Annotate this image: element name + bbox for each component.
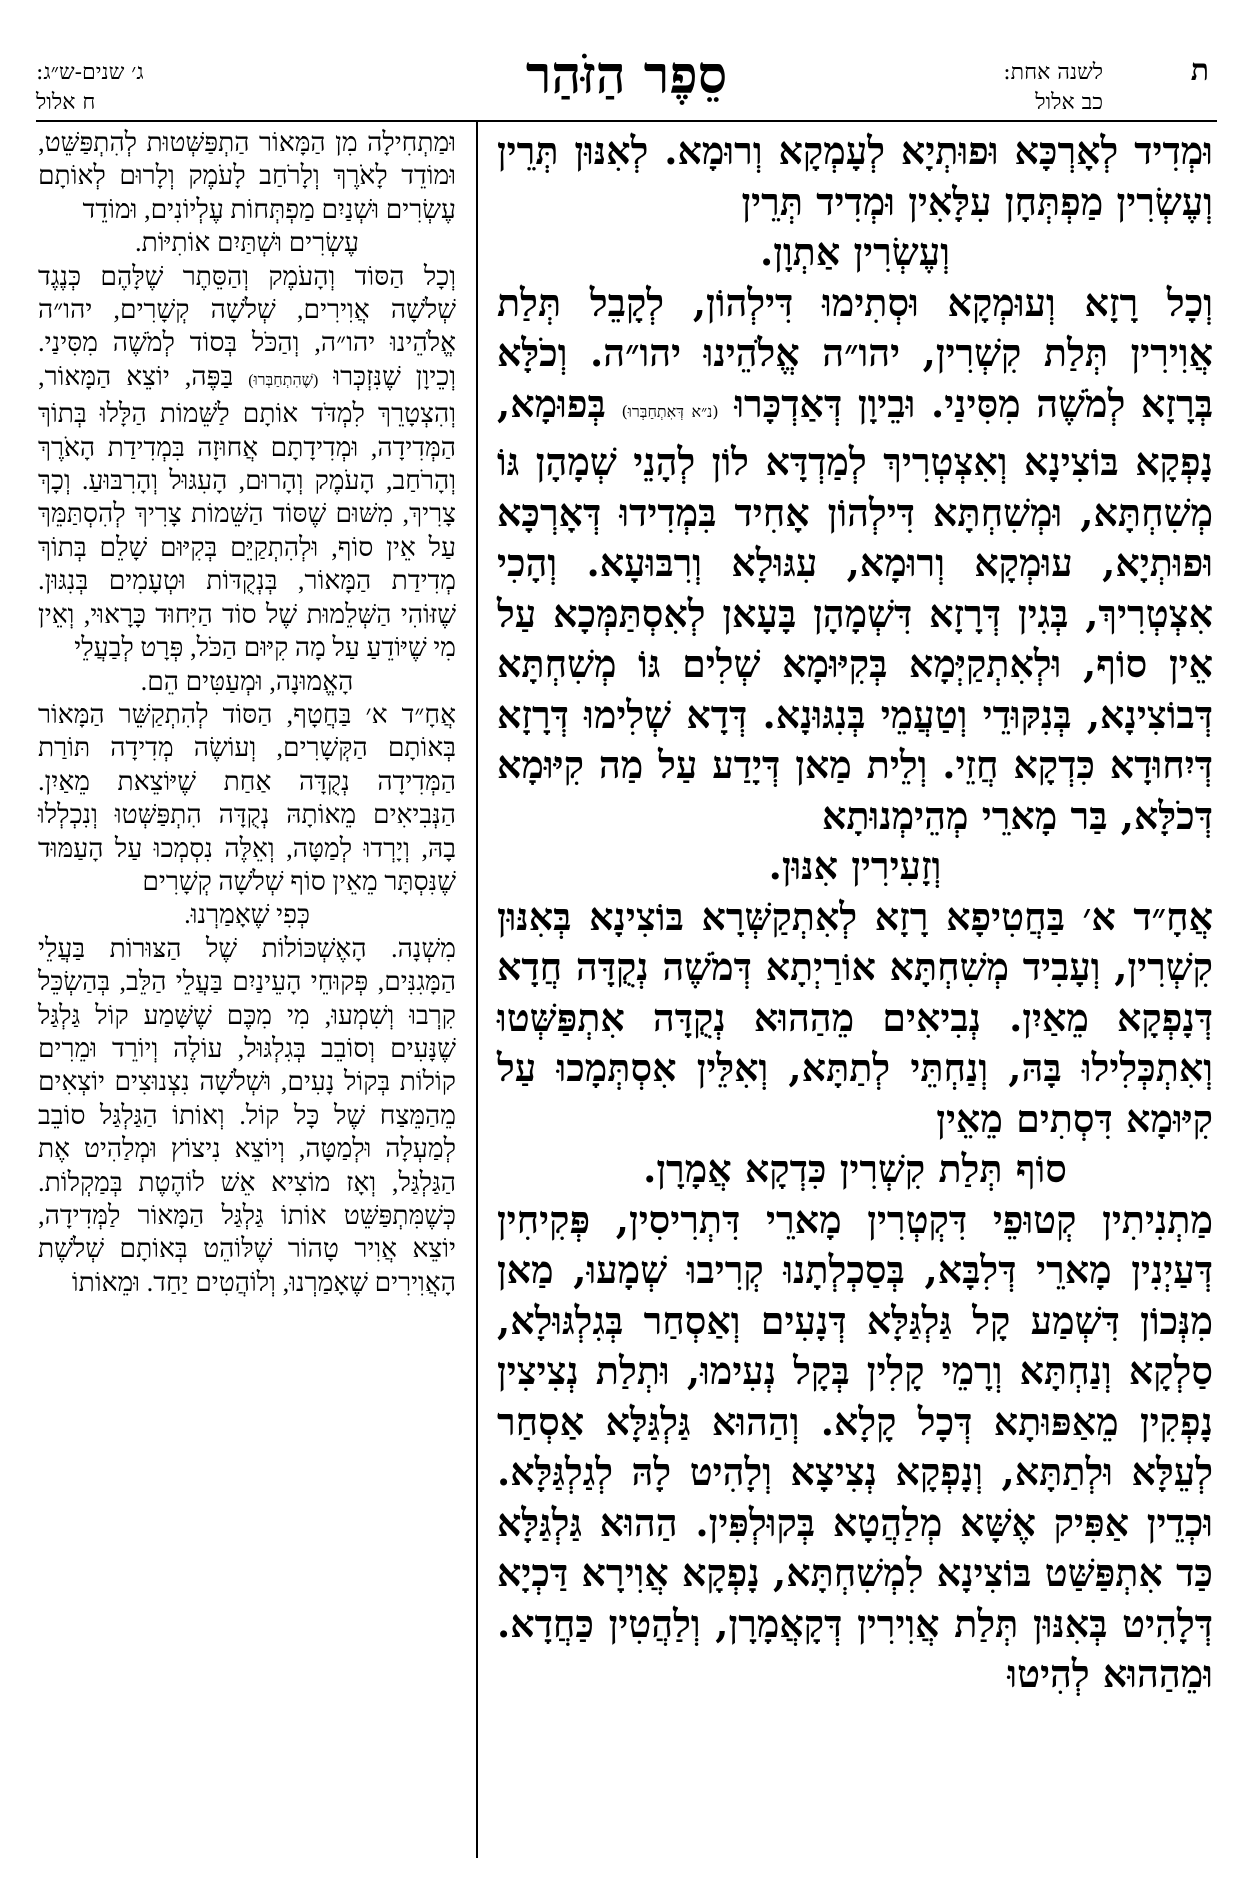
- schedule-label-left: ג׳ שנים-ש״ג:: [36, 60, 144, 85]
- zohar-paragraph: אֲחָ״ד א׳ בַּחֲטִיפָא רָזָא לְאִתְקַשְּׁרָא בּוֹצִינָא בְּאִנּוּן קִשְׁרִין, וְעָבִיד מְשִׁחְתָּא אוֹרַיְתָא דְּמֹשֶׁה נְקֻדָּה חֲדָא דְּנָפְקָא מֵאַיִן. נְבִיאִים מֵהַהוּא נְקֻדָּה אִתְפַּשְּׁטוּ וְאִתְכְּלִילוּ בָּהּ, וְנַחְתֵּי לְתַתָּא, וְאִלֵּין אִסְתְּמָכוּ עַל קִיּוּמָא דִּסְתִים מֵאֵין: [497, 893, 1213, 1141]
- page-header: [0, 0, 1253, 115]
- zohar-paragraph: וּמְדִיד לְאָרְכָּא וּפוּתְיָא לְעָמְקָא וְרוּמָא. לְאִנּוּן תְּרֵין וְעֶשְׂרִין מַפְתְּחָן עִלָּאִין וּמְדִיד תְּרֵין: [497, 128, 1213, 224]
- translation-paragraph-end: כְּפִי שֶׁאָמַרְנוּ.: [184, 899, 310, 930]
- page-letter: ת: [1190, 53, 1209, 88]
- column-divider: [476, 120, 478, 1858]
- translation-column: [38, 126, 456, 1299]
- book-title: סֵפֶר הַזֹּהַר: [525, 45, 728, 106]
- zohar-paragraph-end: סוֹף תְּלַת קִשְׁרִין כִּדְקָא אֲמָרָן.: [643, 1146, 1067, 1191]
- zohar-paragraph: מַתְנִיתִין קְטוּפֵי דִּקְטְרִין מָארֵי דִּתְרִיסִין, פְּקִיחִין דְּעַיְנִין מָארֵי דְּלִבָּא, בְּסַכְלְתָנוּ קְרִיבוּ שְׁמָעוּ, מַאן מִנְּכוֹן דִּשְׁמַע קָל גַּלְגַּלָּא דְּנָעִים וְאַסְחַר בְּגִלְגּוּלָא, סַלְקָא וְנַחְתָּא וְרָמֵי קָלִין בְּקָל נְעִימוּ, וּתְלַת נְצִיצִין נָפְקִין מֵאַפּוּתָא דְּכָל קָלָא. וְהַהוּא גַּלְגַּלָּא אַסְחַר לְעֵלָּא וּלְתַתָּא, וְנָפְקָא נְצִיצָא וְלָהִיט לָהּ לְגַלְגַּלָּא. וּכְדֵין אַפִּיק אֶשָּׁא מְלַהֲטָא בְּקוּלְפִּין. הַהוּא גַּלְגַּלָּא כַּד אִתְפַּשַּׁט בּוֹצִינָא לִמְשִׁחְתָּא, נָפְקָא אֲוִירָא דַּכְיָא דְּלָהִיט בְּאִנּוּן תְּלַת אֲוִירִין דְּקָאֲמָרָן, וְלַהֲטִין כַּחֲדָא. וּמֵהַהוּא לְהִיטוּ: [497, 1196, 1213, 1696]
- translation-paragraph: וּמַתְחִילָה מִן הַמָּאוֹר הַתְפַּשְּׁטוּת לְהִתְפַּשֵּׁט, וּמוֹדֵד לָאֹרֶךְ וְלָרֹחַב לָעֹמֶק וְלָרוּם לְאוֹתָם עֶשְׂרִים וּשְׁנַיִם מַפְתְּחוֹת עֶלְיוֹנִים, וּמוֹדֵד: [38, 127, 456, 224]
- header-divider: [36, 120, 1217, 122]
- zohar-text-run: בְּפוּמָא, נָפְקָא בּוֹצִינָא וְאִצְטְרִיךְ לְמַדְדָּא לוֹן לְהָנֵי שְׁמָהָן גּוֹ מְשִׁחְתָּא, וּמְשִׁחְתָּא דִּילְהוֹן אָחִיד בִּמְדִידוּ דְּאָרְכָּא וּפוּתְיָא, עוּמְקָא וְרוּמָא, עִגּוּלָא וְרִבּוּעָא. וְהָכִי אִצְטְרִיךְ, בְּגִין דְּרָזָא דִּשְׁמָהָן בָּעָאן לְאִסְתַּמְּכָא עַל אֵין סוֹף, וּלְאִתְקַיְּמָא בְּקִיּוּמָא שְׁלִים גּוֹ מְשִׁחְתָּא דְּבוֹצִינָא, בְּנִקּוּדֵי וְטַעֲמֵי בְּנִגּוּנָא. דְּדָא שְׁלִימוּ דְּרָזָא דְּיִחוּדָא כִּדְקָא חֲזֵי. וְלֵית מַאן דְּיָדַע עַל מַה קִיּוּמָא דְּכֹלָּא, בַּר מָארֵי מְהֵימְנוּתָא: [497, 380, 1213, 838]
- date-label-left: ח אלול: [36, 90, 96, 115]
- variant-reading-note: (שֶׁהִתְחַבְּרוּ): [248, 371, 319, 389]
- translation-text-run: בַּפֶּה, יוֹצֵא הַמָּאוֹר, וְהִצְטָרֵךְ לִמְדֹּד אוֹתָם לַשֵּׁמוֹת הַלָּלוּ בְּתוֹךְ הַמְּדִידָה, וּמְדִידָתָם אֲחוּזָה בִּמְדִידַת הָאֹרֶךְ וְהָרֹחַב, הָעֹמֶק וְהָרוּם, הָעִגּוּל וְהָרִבּוּעַ. וְכָךְ צָרִיךְ, מִשּׁוּם שֶׁסּוֹד הַשֵּׁמוֹת צָרִיךְ לְהִסְתַּמֵּךְ עַל אֵין סוֹף, וּלְהִתְקַיֵּם בְּקִיּוּם שָׁלֵם בְּתוֹךְ מְדִידַת הַמָּאוֹר, בְּנְקֻדּוֹת וּטְעָמִים בְּנִגּוּן. שֶׁזּוֹהִי הַשְּׁלֵמוּת שֶׁל סוֹד הַיִּחוּד כָּרָאוּי, וְאֵין מִי שֶׁיּוֹדֵעַ עַל מָה קִיּוּם הַכֹּל, פְּרָט לְבַעֲלֵי: [38, 360, 456, 663]
- translation-paragraph-end: הָאֱמוּנָה, וּמְעַטִּים הֵם.: [140, 665, 354, 696]
- translation-text-run: וְכָל הַסּוֹד וְהָעֹמֶק וְהַסֵּתֶר שֶׁלָּהֶם כְּנֶגֶד שְׁלֹשָׁה אֲוִירִים, שְׁלֹשָׁה קְשָׁרִים, יהו״ה אֱלֹהֵינוּ יהו״ה, וְהַכֹּל בְּסוֹד לְמֹשֶׁה מִסִּינַי. וְכֵיוָן שֶׁנִּזְכְּרוּ: [38, 260, 457, 391]
- zohar-paragraph-end: וְזָעִירִין אִנּוּן.: [768, 843, 942, 888]
- schedule-label-right: לשנה אחת:: [1003, 60, 1103, 85]
- translation-paragraph: [38, 260, 456, 665]
- variant-reading-note: (נ״א דְּאִתְחַבְּרוּ): [621, 401, 719, 421]
- zohar-paragraph: [497, 278, 1213, 842]
- translation-paragraph: מִשְׁנָה. הָאֶשְׁכּוֹלוֹת שֶׁל הַצּוּרוֹת בַּעֲלֵי הַמָּגִנִּים, פְּקוּחֵי הָעֵינַיִם בַּעֲלֵי הַלֵּב, בְּהַשְׂכֵּל קִרְבוּ וְשִׁמְעוּ, מִי מִכֶּם שֶׁשָּׁמַע קוֹל גַּלְגַּל שֶׁנָּעִים וְסוֹבֵב בְּגִלְגּוּל, עוֹלֶה וְיוֹרֵד וּמֵרִים קוֹלוֹת בְּקוֹל נָעִים, וּשְׁלֹשָׁה נִצְנוּצִים יוֹצְאִים מֵהַמֵּצַח שֶׁל כָּל קוֹל. וְאוֹתוֹ הַגַּלְגַּל סוֹבֵב לְמַעְלָה וּלְמַטָּה, וְיוֹצֵא נִיצוֹץ וּמְלַהִיט אֶת הַגַּלְגַּל, וְאָז מוֹצִיא אֵשׁ לוֹהֶטֶת בְּמַקְלוֹת. כְּשֶׁמִּתְפַּשֵּׁט אוֹתוֹ גַּלְגַּל הַמָּאוֹר לַמְּדִידָה, יוֹצֵא אֲוִיר טָהוֹר שֶׁלּוֹהֵט בְּאוֹתָם שְׁלֹשֶׁת הָאֲוִירִים שֶׁאָמַרְנוּ, וְלוֹהֲטִים יַחַד. וּמֵאוֹתוֹ: [38, 932, 456, 1297]
- date-label-right: כב אלול: [1035, 90, 1103, 115]
- zohar-text-column: [497, 126, 1213, 1700]
- translation-paragraph: אֲחָ״ד א׳ בַּחֲטָף, הַסּוֹד לְהִתְקַשֵּׁר הַמָּאוֹר בְּאוֹתָם הַקְּשָׁרִים, וְעוֹשֶׂה מְדִידָה תּוֹרַת הַמְּדִידָה נְקֻדָּה אַחַת שֶׁיּוֹצֵאת מֵאַיִן. הַנְּבִיאִים מֵאוֹתָהּ נְקֻדָּה הִתְפַּשְּׁטוּ וְנִכְלְלוּ בָהּ, וְיָרְדוּ לְמַטָּה, וְאֵלֶּה נִסְמְכוּ עַל הָעַמּוּד שֶׁנִּסְתָּר מֵאֵין סוֹף שְׁלֹשָׁה קְשָׁרִים: [38, 698, 456, 896]
- zohar-paragraph-end: וְעֶשְׂרִין אַתְוָן.: [760, 229, 950, 274]
- zohar-text-run: וְכָל רָזָא וְעוּמְקָא וּסְתִימוּ דִּילְהוֹן, לְקָבֵל תְּלַת אֲוִירִין תְּלַת קִשְׁרִין, יהו״ה אֱלֹהֵינוּ יהו״ה. וְכֹלָּא בְּרָזָא לְמֹשֶׁה מִסִּינַי. וּבֵיוָן דְּאַדְכָּרוּ: [497, 279, 1214, 426]
- translation-paragraph-end: עֶשְׂרִים וּשְׁתַּיִם אוֹתִיּוֹת.: [134, 227, 360, 258]
